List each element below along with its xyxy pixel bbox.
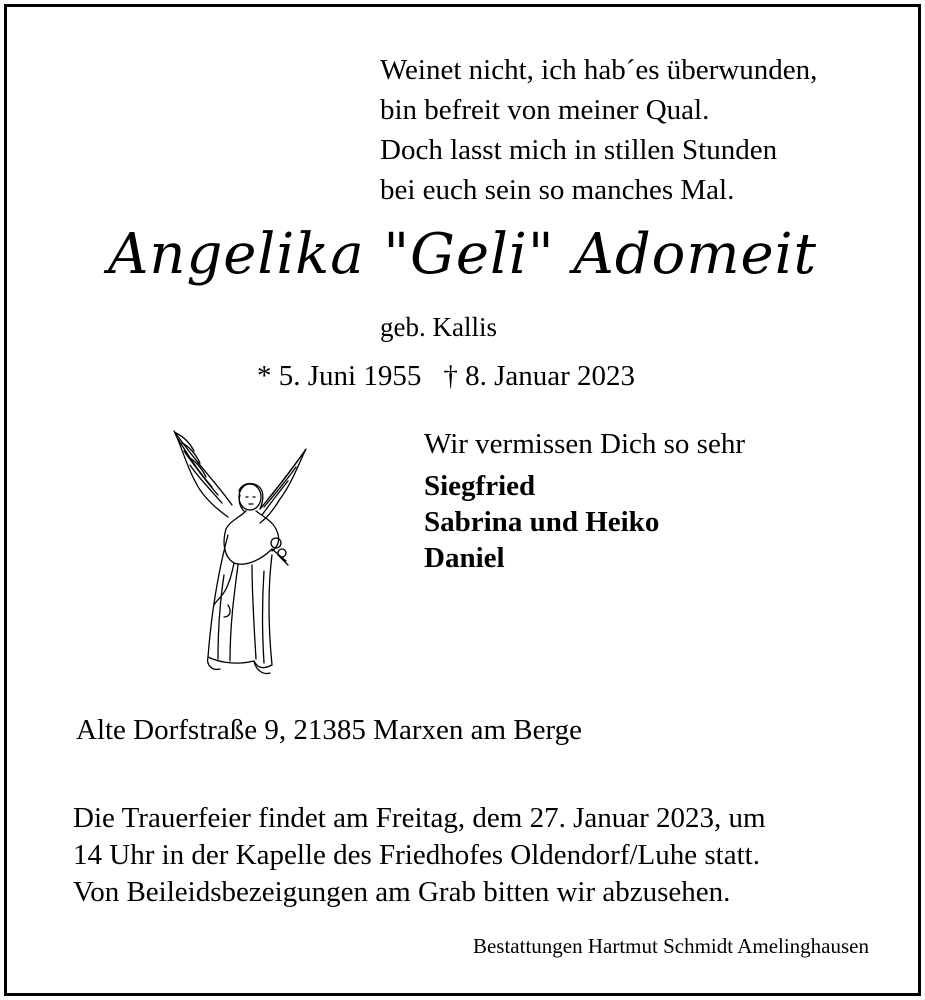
mourners-block [424, 424, 745, 576]
poem-line: bei euch sein so manches Mal. [380, 174, 735, 206]
address: Alte Dorfstraße 9, 21385 Marxen am Berge [76, 714, 583, 746]
ceremony-line: Von Beileidsbezeigungen am Grab bitten wir abzusehen. [73, 876, 731, 908]
poem [380, 50, 817, 210]
mourner-names [424, 468, 745, 576]
undertaker-credit: Bestattungen Hartmut Schmidt Amelinghausen [472, 934, 869, 958]
poem-line: Doch lasst mich in stillen Stunden [380, 134, 778, 166]
life-dates [257, 360, 635, 393]
mourner-name: Sabrina und Heiko [424, 506, 660, 538]
mourner-name: Daniel [424, 542, 505, 574]
poem-line: bin befreit von meiner Qual. [380, 94, 710, 126]
mourner-name: Siegfried [424, 470, 536, 502]
birth-date: * 5. Juni 1955 [257, 360, 422, 392]
angel-drawing-icon [168, 425, 308, 685]
deceased-name: Angelika "Geli" Adomeit [107, 222, 818, 287]
birth-name: geb. Kallis [380, 312, 497, 342]
ceremony-line: Die Trauerfeier findet am Freitag, dem 27. Januar 2023, um [73, 802, 766, 834]
death-date: † 8. Januar 2023 [443, 360, 636, 392]
ceremony-info [73, 800, 766, 911]
mourning-message: Wir vermissen Dich so sehr [424, 428, 745, 460]
poem-line: Weinet nicht, ich hab´es überwunden, [380, 54, 818, 86]
ceremony-line: 14 Uhr in der Kapelle des Friedhofes Oldendorf/Luhe statt. [73, 839, 760, 871]
